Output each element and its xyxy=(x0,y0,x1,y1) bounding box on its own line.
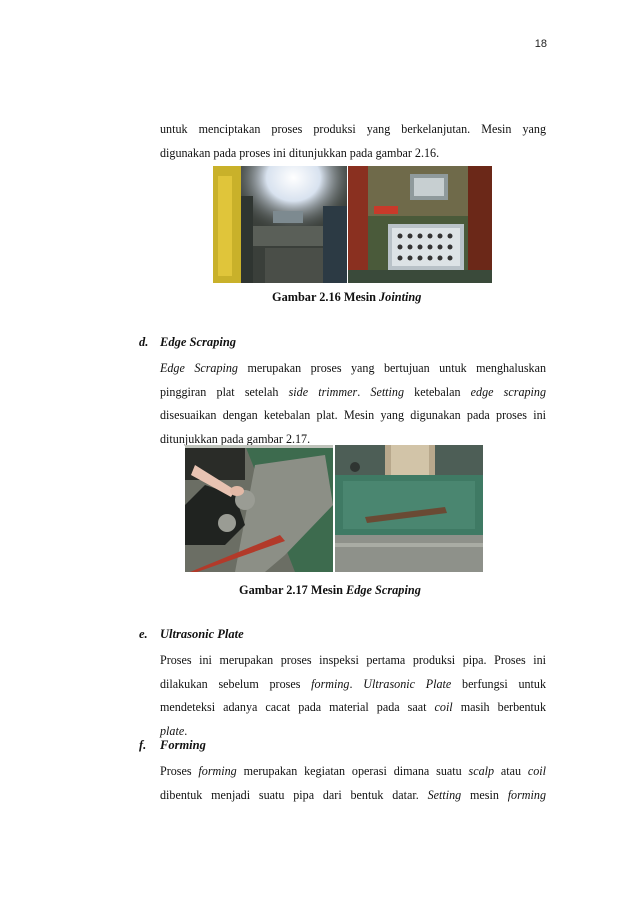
section-d-line-4-run-1: ditunjukkan pada gambar 2.17. xyxy=(160,431,311,446)
section-f-line-1-run-6: coil xyxy=(527,764,546,778)
intro-line-2: digunakan pada proses ini ditunjukkan pada gambar 2.16. xyxy=(160,145,440,160)
section-d-line-1-run-2: merupakan proses yang bertujuan untuk menghaluskan xyxy=(237,361,546,375)
intro-paragraph xyxy=(160,118,546,165)
figure-2-16-caption-prefix: Gambar 2.16 Mesin xyxy=(272,290,380,304)
section-e-line-4-run-1: plate xyxy=(160,723,185,738)
section-e-line-2-run-5: berfungsi untuk xyxy=(451,676,546,691)
section-d-label: d. xyxy=(139,335,149,349)
section-e-line-3-run-2: coil xyxy=(434,700,453,714)
section-d-line-2-run-1: pinggiran plat setelah xyxy=(160,384,289,399)
section-d-line-3-run-1: disesuaikan dengan ketebalan plat. Mesin yang digunakan pada proses ini xyxy=(160,408,546,422)
section-f-line-1-run-1: Proses xyxy=(160,764,199,778)
section-d-line-2 xyxy=(160,381,546,405)
section-e-line-4 xyxy=(160,720,546,744)
section-e-line-2 xyxy=(160,673,546,697)
section-d-line-2-run-4: Setting xyxy=(370,384,404,399)
figure-2-17-right-photo xyxy=(335,445,483,572)
section-f-line-1 xyxy=(160,760,546,784)
intro-line-1: untuk menciptakan proses produksi yang berkelanjutan. Mesin yang xyxy=(160,122,546,136)
section-e-line-2-run-1: dilakukan sebelum proses xyxy=(160,676,312,691)
section-f-line-2-run-4: forming xyxy=(507,787,546,802)
section-f-title: Forming xyxy=(160,738,206,752)
figure-2-16-caption-italic: Jointing xyxy=(379,290,422,304)
figure-2-16-caption xyxy=(272,290,421,305)
section-d-title: Edge Scraping xyxy=(160,335,237,349)
figure-2-17-caption-italic: Edge Scraping xyxy=(346,583,421,597)
section-f-heading xyxy=(139,738,206,753)
section-d-heading xyxy=(139,335,236,350)
section-e-line-2-run-4: Ultrasonic Plate xyxy=(363,676,452,691)
page-number: 18 xyxy=(534,38,547,50)
section-e-heading xyxy=(139,627,244,642)
section-d-paragraph xyxy=(160,357,546,451)
section-d-line-1 xyxy=(160,357,546,381)
section-f-line-1-run-3: merupakan kegiatan operasi dimana suatu xyxy=(236,764,469,778)
figure-2-17-caption-prefix: Gambar 2.17 Mesin xyxy=(239,583,347,597)
section-f-paragraph xyxy=(160,760,546,807)
section-e-line-3-run-1: mendeteksi adanya cacat pada material pada saat xyxy=(160,700,435,714)
figure-2-16-left-photo xyxy=(213,166,347,283)
section-d-line-2-run-2: side trimmer xyxy=(288,384,358,399)
section-e-label: e. xyxy=(139,627,148,641)
figure-2-16-right-photo xyxy=(348,166,492,283)
section-e-line-3 xyxy=(160,696,546,720)
section-f-line-2-run-1: dibentuk menjadi suatu pipa dari bentuk datar. xyxy=(160,787,428,802)
section-f-line-1-run-5: atau xyxy=(494,764,528,778)
section-f-line-1-run-2: forming xyxy=(198,764,237,778)
section-e-paragraph xyxy=(160,649,546,743)
section-f-line-2-run-3: mesin xyxy=(461,787,508,802)
section-e-line-2-run-3: . xyxy=(349,676,364,691)
section-d-line-3 xyxy=(160,404,546,428)
section-f-line-2 xyxy=(160,784,546,808)
section-e-line-1-run-1: Proses ini merupakan proses inspeksi pertama produksi pipa. Proses ini xyxy=(160,653,546,667)
section-e-line-3-run-3: masih berbentuk xyxy=(452,700,546,714)
section-e-line-1 xyxy=(160,649,546,673)
section-d-line-2-run-3: . xyxy=(357,384,371,399)
section-d-line-2-run-6: edge scraping xyxy=(470,384,546,399)
section-f-label: f. xyxy=(139,738,147,752)
section-e-line-4-run-2: . xyxy=(184,723,188,738)
section-f-line-2-run-2: Setting xyxy=(427,787,462,802)
section-d-line-2-run-5: ketebalan xyxy=(404,384,471,399)
section-d-line-1-run-1: Edge Scraping xyxy=(160,361,238,375)
section-e-title: Ultrasonic Plate xyxy=(160,627,244,641)
figure-2-17-left-photo xyxy=(185,445,333,572)
section-e-line-2-run-2: forming xyxy=(311,676,350,691)
section-f-line-1-run-4: scalp xyxy=(468,764,495,778)
figure-2-17-caption xyxy=(239,583,421,598)
